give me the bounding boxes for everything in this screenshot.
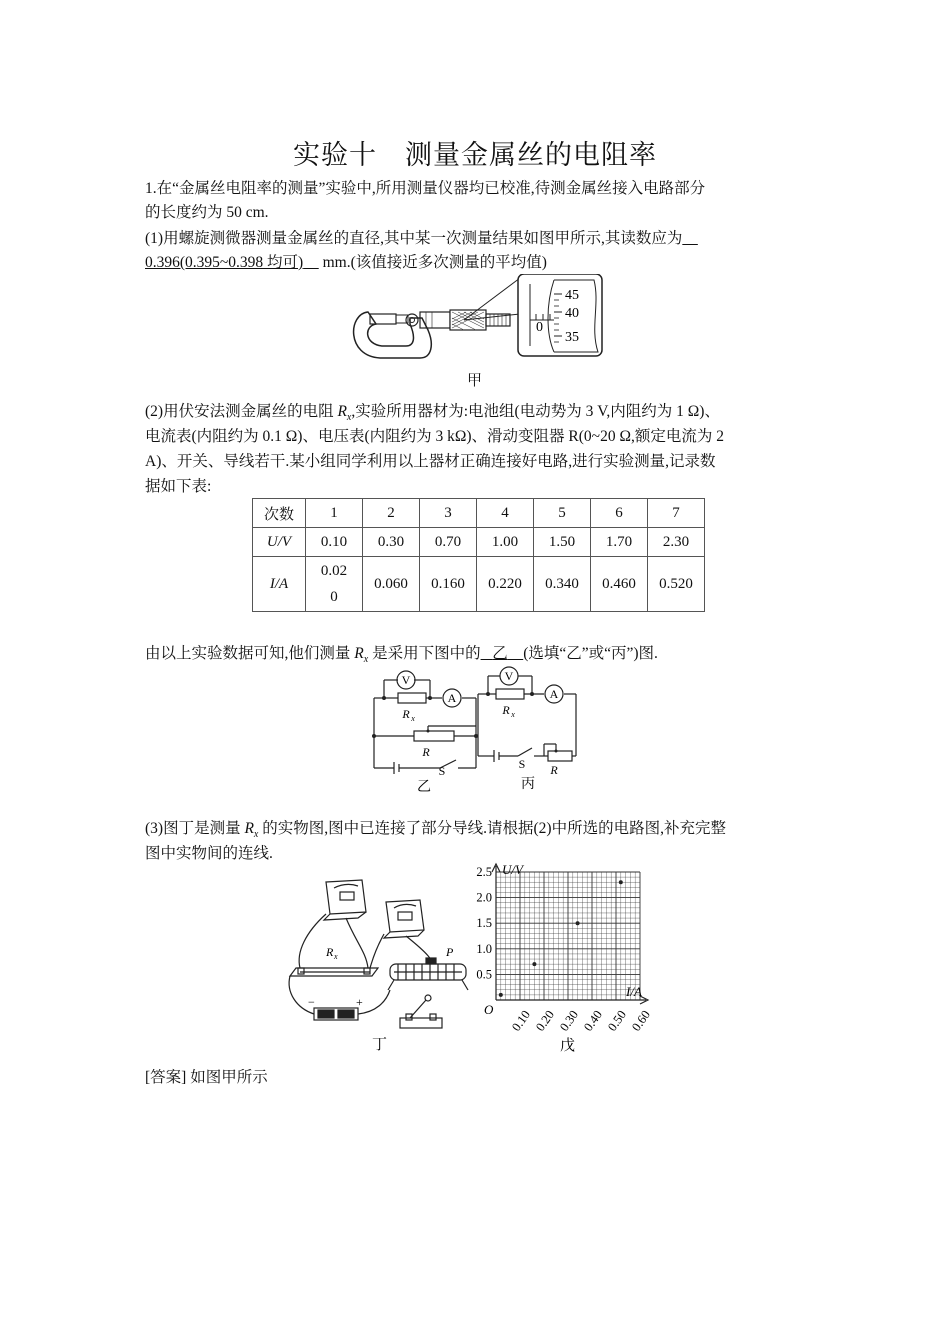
data-point bbox=[532, 962, 536, 966]
caption-ding: 丁 bbox=[372, 1037, 388, 1052]
battery-minus-label: − bbox=[308, 995, 315, 1009]
part1-tail: mm.(该值接近多次测量的平均值) bbox=[322, 254, 547, 271]
ammeter-label-left: A bbox=[447, 691, 457, 705]
r-label-right: R bbox=[550, 763, 558, 777]
q1-part2-line4: 据如下表: bbox=[145, 478, 212, 495]
q1-part1-answer-line bbox=[145, 251, 547, 275]
x-tick-label: 0.60 bbox=[628, 1007, 654, 1034]
y-tick-label: 2.5 bbox=[476, 865, 492, 879]
graph-y-axis-label: U/V bbox=[502, 862, 523, 877]
data-point bbox=[499, 993, 503, 997]
voltmeter-label-right: V bbox=[504, 669, 514, 683]
rx-label-right: R bbox=[502, 703, 510, 717]
y-tick-label: 2.0 bbox=[476, 890, 492, 905]
q1-part1-text bbox=[145, 227, 698, 251]
x-tick-label: 0.20 bbox=[532, 1007, 558, 1034]
apparatus-figure bbox=[286, 872, 486, 1052]
q1-intro-line1: 1.在“金属丝电阻率的测量”实验中,所用测量仪器均已校准,待测金属丝接入电路部分 bbox=[145, 180, 706, 197]
table-row-voltage: U/V 0.10 0.30 0.70 1.00 1.50 1.70 2.30 bbox=[253, 528, 705, 557]
x-tick-label: 0.40 bbox=[580, 1007, 606, 1034]
ammeter-label-right: A bbox=[549, 687, 559, 701]
svg-text:x: x bbox=[334, 952, 338, 961]
voltmeter-label-left: V bbox=[401, 673, 411, 687]
y-tick-label: 1.5 bbox=[476, 916, 492, 931]
graph-x-axis-label: I/A bbox=[626, 984, 642, 999]
rx-label-left: R bbox=[402, 707, 410, 721]
caption-jia: 甲 bbox=[467, 373, 483, 389]
part1-question: (1)用螺旋测微器测量金属丝的直径,其中某一次测量结果如图甲所示,其读数应为 bbox=[145, 230, 683, 247]
part2-answer: 乙 bbox=[492, 645, 508, 662]
switch-label-left: S bbox=[438, 764, 446, 778]
micrometer-zero: 0 bbox=[536, 320, 543, 335]
micrometer-scale-45: 45 bbox=[565, 288, 579, 303]
micrometer-scale-40: 40 bbox=[565, 306, 579, 321]
measurement-table bbox=[252, 498, 705, 612]
switch-label-right: S bbox=[518, 757, 526, 771]
part1-answer: 0.396(0.395~0.398 均可) bbox=[145, 254, 304, 271]
q1-part3-line2: 图中实物间的连线. bbox=[145, 845, 273, 862]
q1-part3-line1: (3)图丁是测量 $R_x$ 的实物图,图中已连接了部分导线.请根据(2)中所选的电路图,补充完整 bbox=[145, 820, 726, 841]
battery-plus-label: + bbox=[356, 995, 363, 1009]
q1-part2-line3: A)、开关、导线若干.某小组同学利用以上器材正确连接好电路,进行实验测量,记录数 bbox=[145, 453, 716, 470]
y-tick-label: 0.5 bbox=[476, 967, 492, 982]
table-row-header: 次数 1 2 3 4 5 6 7 bbox=[253, 499, 705, 528]
x-tick-label: 0.30 bbox=[556, 1007, 582, 1034]
x-tick-label: 0.50 bbox=[604, 1007, 630, 1034]
micrometer-scale-35: 35 bbox=[565, 330, 579, 345]
r-label-left: R bbox=[422, 745, 430, 759]
caption-wu: 戊 bbox=[560, 1038, 576, 1054]
q1-part2-line1: (2)用伏安法测金属丝的电阻 $R_x$,实验所用器材为:电池组(电动势为 3 V,内阻约为 1 Ω)、 bbox=[145, 403, 720, 424]
caption-yi: 乙 bbox=[417, 780, 431, 795]
ui-graph-figure bbox=[466, 860, 666, 1056]
micrometer-figure bbox=[340, 274, 610, 364]
apparatus-p-label: P bbox=[446, 945, 454, 959]
apparatus-rx-label: R bbox=[326, 945, 334, 959]
svg-text:x: x bbox=[411, 714, 415, 723]
svg-text:x: x bbox=[511, 710, 515, 719]
graph-grid bbox=[496, 872, 640, 1000]
q1-part2-line2: 电流表(内阻约为 0.1 Ω)、电压表(内阻约为 3 kΩ)、滑动变阻器 R(0~20 Ω,额定电流为 2 bbox=[145, 428, 724, 445]
graph-axes bbox=[492, 864, 648, 1004]
answer-blank-lead bbox=[682, 230, 698, 247]
answer-label: [答案] 如图甲所示 bbox=[145, 1069, 268, 1086]
table-row-current: I/A 0.02 0 0.060 0.160 0.220 0.340 0.460 0.520 bbox=[253, 557, 705, 612]
data-point bbox=[576, 921, 580, 925]
circuit-diagrams bbox=[368, 664, 583, 796]
q1-intro-line2: 的长度约为 50 cm. bbox=[145, 204, 269, 221]
graph-origin-label: O bbox=[484, 1002, 494, 1017]
caption-bing: 丙 bbox=[521, 777, 535, 792]
x-tick-label: 0.10 bbox=[508, 1007, 534, 1034]
q1-part2-question: 由以上实验数据可知,他们测量 $R_x$ 是采用下图中的 乙 (选填“乙”或“丙”)图. bbox=[145, 645, 658, 666]
data-point bbox=[619, 880, 623, 884]
y-tick-label: 1.0 bbox=[476, 941, 492, 956]
page-title: 实验十 测量金属丝的电阻率 bbox=[293, 140, 657, 170]
